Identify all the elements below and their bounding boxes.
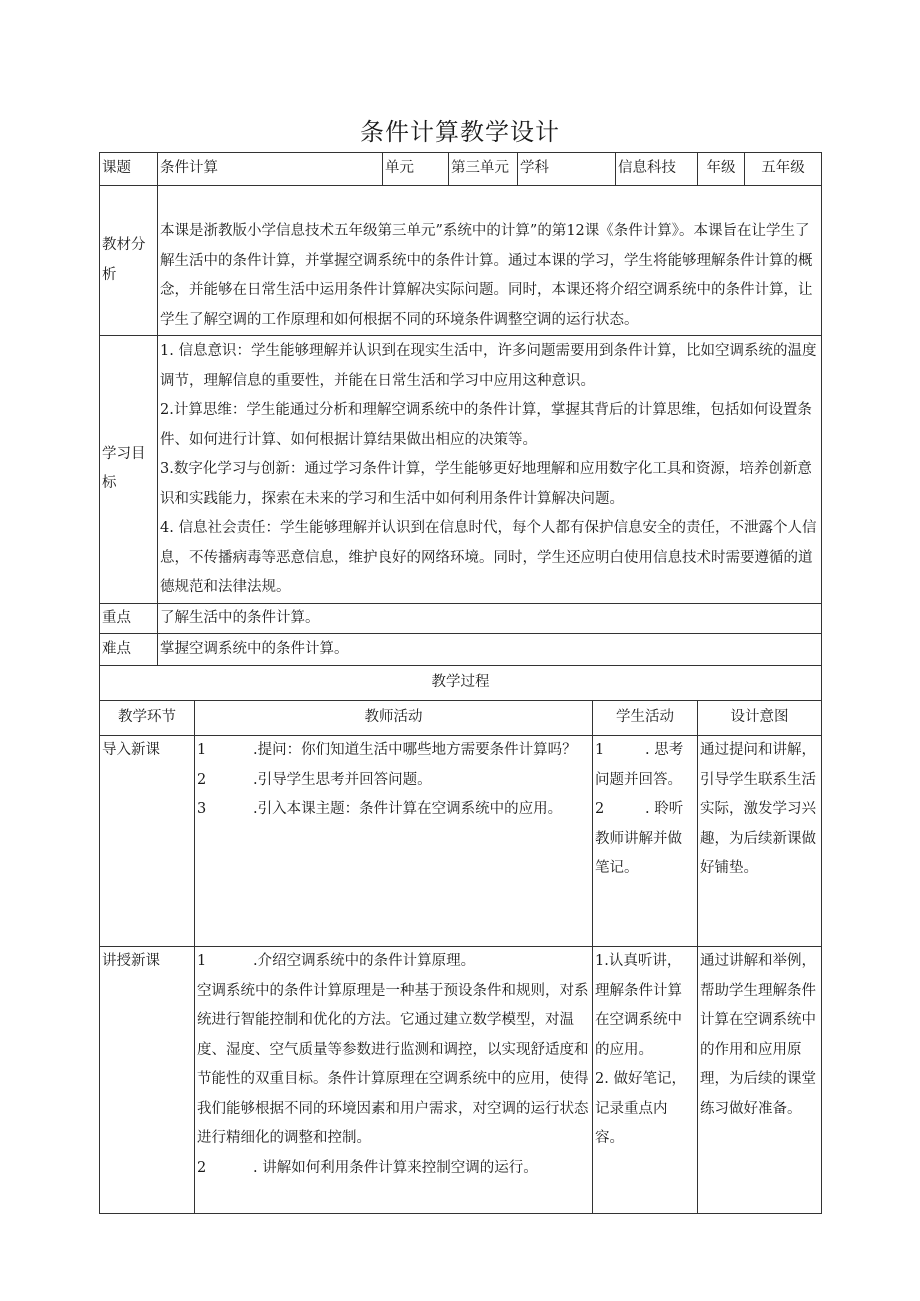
key-point-text: 了解生活中的条件计算。: [158, 603, 822, 634]
process-title-row: [100, 666, 822, 701]
objectives-content: [158, 336, 822, 604]
key-point-row: [100, 603, 822, 634]
process-stage: 讲授新课: [100, 947, 195, 1214]
difficulty-label: 难点: [100, 634, 158, 666]
process-header-stage: 教学环节: [100, 701, 195, 736]
process-title: 教学过程: [100, 666, 822, 701]
process-stage: 导入新课: [100, 736, 195, 947]
student-activity: [593, 736, 698, 947]
header-row: [100, 153, 822, 186]
difficulty-row: [100, 634, 822, 666]
objective-item: 4. 信息社会责任：学生能够理解并认识到在信息时代，每个人都有保护信息安全的责任，不泄露个人信息，不传播病毒等恶意信息，维护良好的网络环境。同时，学生还应明白使用信息技术时需要遵循的道德规范和法律法规。: [160, 520, 817, 595]
student-step: 1.认真听讲，理解条件计算在空调系统中的应用。: [595, 953, 682, 1058]
key-point-label: 重点: [100, 603, 158, 634]
analysis-text: 本课是浙教版小学信息技术五年级第三单元”系统中的计算”的第12课《条件计算》。本课旨在让学生了解生活中的条件计算，并掌握空调系统中的条件计算。通过本课的学习，学生将能够理解条件计算的概念，并能够在日常生活中运用条件计算解决实际问题。同时，本课还将介绍空调系统中的条件计算，让学生了解空调的工作原理和如何根据不同的环境条件调整空调的运行状态。: [158, 186, 822, 336]
teacher-step: 空调系统中的条件计算原理是一种基于预设条件和规则，对系统进行智能控制和优化的方法。它通过建立数学模型，对温度、湿度、空气质量等参数进行监测和调控，以实现舒适度和节能性的双重目标。条件计算原理在空调系统中的应用，使得我们能够根据不同的环境因素和用户需求，对空调的运行状态进行精细化的调整和控制。: [197, 982, 589, 1146]
teacher-activity: [195, 947, 593, 1214]
design-intent: 通过提问和讲解，引导学生联系生活实际，激发学习兴趣，为后续新课做好铺垫。: [698, 736, 822, 947]
objectives-label: 学习目标: [100, 336, 158, 604]
lesson-plan-table: [99, 152, 822, 1214]
analysis-row: [100, 186, 822, 336]
unit-value: 第三单元: [449, 153, 518, 186]
page-title: 条件计算教学设计: [360, 118, 560, 146]
teacher-activity: [195, 736, 593, 947]
subject-label: 学科: [518, 153, 616, 186]
process-row-teaching: [100, 947, 822, 1214]
unit-label: 单元: [383, 153, 449, 186]
objective-item: 3.数字化学习与创新：通过学习条件计算，学生能够更好地理解和应用数字化工具和资源，培养创新意识和实践能力，探索在未来的学习和生活中如何利用条件计算解决问题。: [160, 461, 812, 507]
process-row-intro: [100, 736, 822, 947]
process-header-row: [100, 701, 822, 736]
teacher-step: 1 .提问：你们知道生活中哪些地方需要条件计算吗？: [197, 742, 577, 758]
objectives-row: [100, 336, 822, 604]
student-step: 2 . 聆听教师讲解并做笔记。: [595, 801, 684, 876]
grade-value: 五年级: [745, 153, 822, 186]
process-header-teacher: 教师活动: [195, 701, 593, 736]
topic-label: 课题: [100, 153, 158, 186]
process-header-intent: 设计意图: [698, 701, 822, 736]
teacher-step: 2 . 讲解如何利用条件计算来控制空调的运行。: [197, 1159, 538, 1176]
analysis-label: 教材分析: [100, 186, 158, 336]
grade-label: 年级: [698, 153, 745, 186]
student-step: 1 . 思考问题并回答。: [595, 742, 684, 788]
teacher-step: 1 .介绍空调系统中的条件计算原理。: [197, 953, 476, 969]
student-activity: [593, 947, 698, 1214]
subject-value: 信息科技: [616, 153, 698, 186]
design-intent: 通过讲解和举例，帮助学生理解条件计算在空调系统中的作用和应用原理，为后续的课堂练习做好准备。: [698, 947, 822, 1214]
teacher-step: 3 .引入本课主题：条件计算在空调系统中的应用。: [197, 801, 563, 817]
objective-item: 2.计算思维：学生能通过分析和理解空调系统中的条件计算，掌握其背后的计算思维，包括如何设置条件、如何进行计算、如何根据计算结果做出相应的决策等。: [160, 402, 812, 448]
student-step: 2. 做好笔记，记录重点内容。: [595, 1071, 686, 1146]
process-header-student: 学生活动: [593, 701, 698, 736]
difficulty-text: 掌握空调系统中的条件计算。: [158, 634, 822, 666]
teacher-step: 2 .引导学生思考并回答问题。: [197, 771, 432, 788]
objective-item: 1. 信息意识：学生能够理解并认识到在现实生活中，许多问题需要用到条件计算，比如空调系统的温度调节，理解信息的重要性，并能在日常生活和学习中应用这种意识。: [160, 343, 817, 389]
topic-value: 条件计算: [158, 153, 383, 186]
